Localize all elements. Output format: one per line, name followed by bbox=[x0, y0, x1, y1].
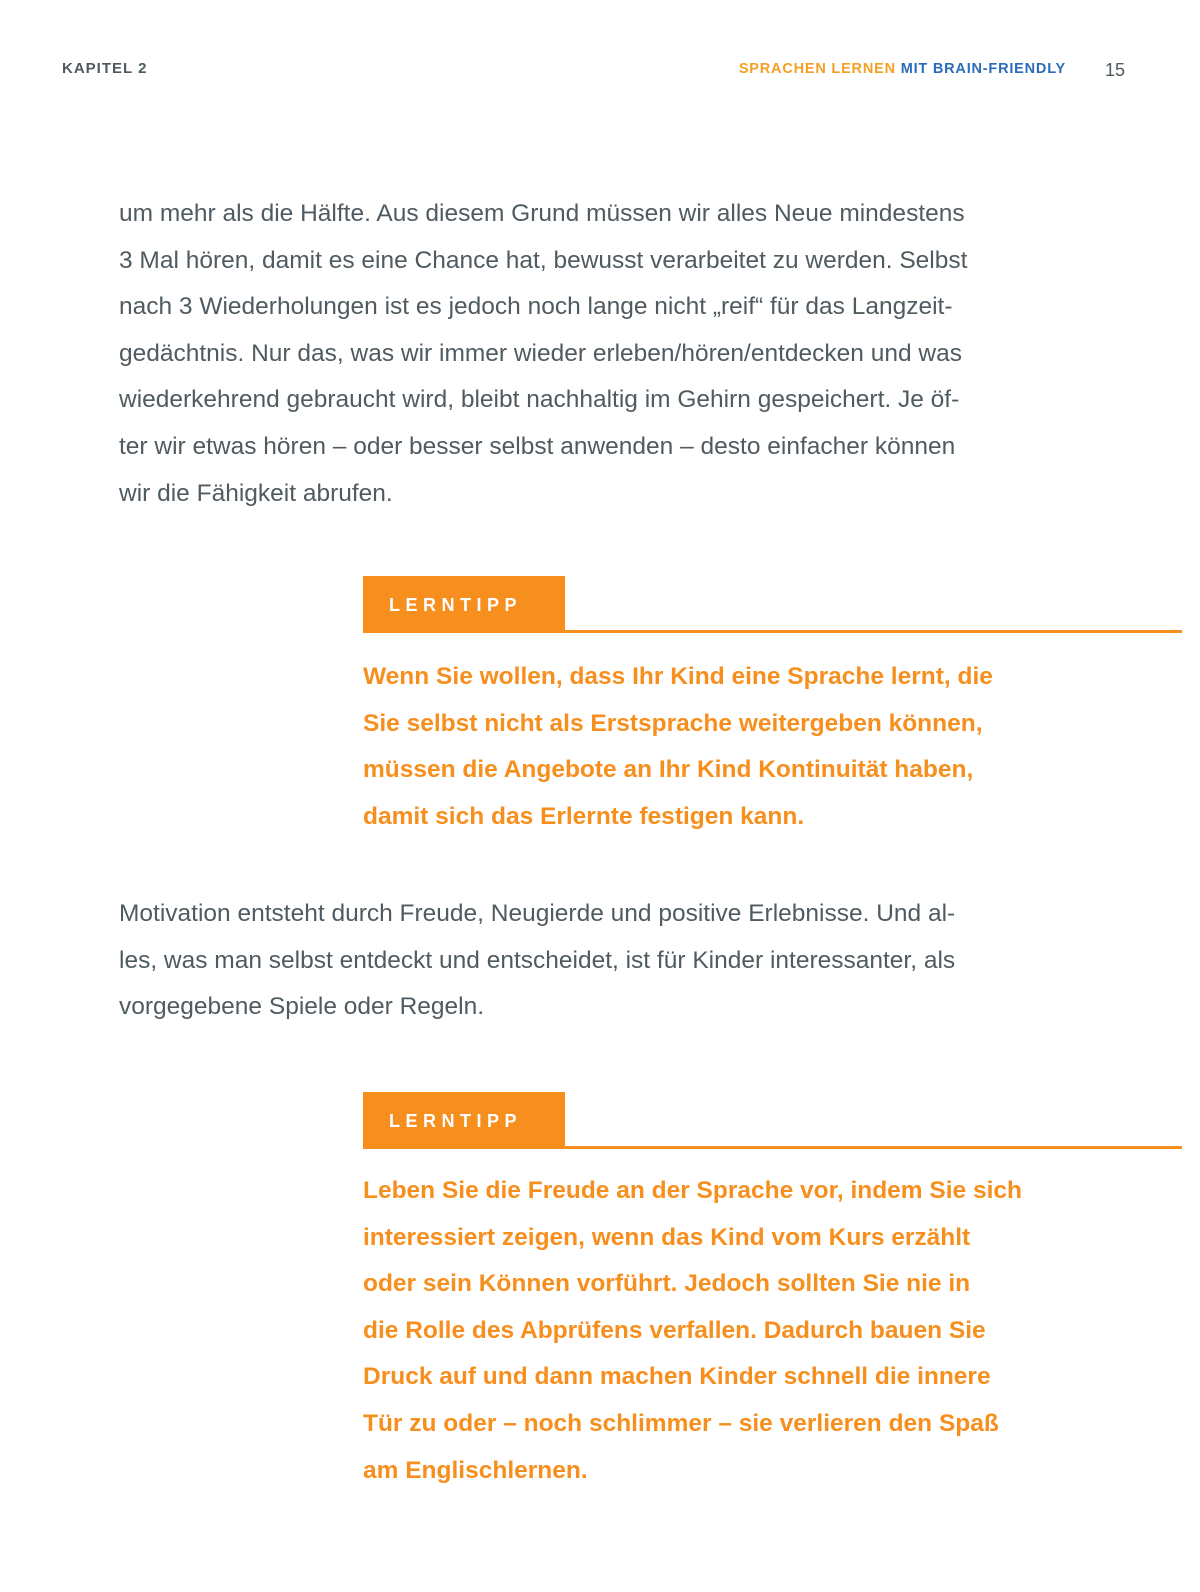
tip-line: Sie selbst nicht als Erstsprache weitergeben können, bbox=[363, 709, 983, 737]
lerntipp-box-1 bbox=[363, 576, 1182, 840]
lerntipp-box-2 bbox=[363, 1092, 1182, 1494]
chapter-label: KAPITEL 2 bbox=[62, 60, 148, 77]
tip-header-rule bbox=[363, 576, 1182, 633]
book-title bbox=[739, 61, 1066, 77]
tip-header-rule bbox=[363, 1092, 1182, 1149]
tip-line: Tür zu oder – noch schlimmer – sie verlieren den Spaß bbox=[363, 1409, 999, 1437]
tip-line: oder sein Können vorführt. Jedoch sollten Sie nie in bbox=[363, 1270, 971, 1298]
tip-line: am Englischlernen. bbox=[363, 1456, 588, 1484]
text-line: 3 Mal hören, damit es eine Chance hat, bewusst verarbeitet zu werden. Selbst bbox=[119, 246, 968, 274]
tip-line: Druck auf und dann machen Kinder schnell die innere bbox=[363, 1363, 991, 1391]
tip-line: Leben Sie die Freude an der Sprache vor, indem Sie sich bbox=[363, 1177, 1022, 1204]
text-line: les, was man selbst entdeckt und entscheidet, ist für Kinder interessanter, als bbox=[119, 946, 956, 974]
body-paragraph-2 bbox=[119, 891, 1069, 1031]
tip-line: müssen die Angebote an Ihr Kind Kontinuität haben, bbox=[363, 756, 974, 784]
text-line: Motivation entsteht durch Freude, Neugierde und positive Erlebnisse. Und al- bbox=[119, 900, 956, 927]
tip-label: LERNTIPP bbox=[363, 1092, 565, 1146]
tip-line: die Rolle des Abprüfens verfallen. Dadurch bauen Sie bbox=[363, 1316, 986, 1344]
text-line: wir die Fähigkeit abrufen. bbox=[119, 479, 393, 507]
text-line: nach 3 Wiederholungen ist es jedoch noch lange nicht „reif“ für das Langzeit- bbox=[119, 293, 953, 321]
text-line: gedächtnis. Nur das, was wir immer wieder erleben/hören/entdecken und was bbox=[119, 339, 962, 367]
book-title-blue: MIT BRAIN-FRIENDLY bbox=[900, 61, 1066, 77]
tip-line: Wenn Sie wollen, dass Ihr Kind eine Sprache lernt, die bbox=[363, 663, 993, 690]
text-line: ter wir etwas hören – oder besser selbst anwenden – desto einfacher können bbox=[119, 432, 956, 460]
page-number: 15 bbox=[1105, 60, 1126, 80]
text-line: um mehr als die Hälfte. Aus diesem Grund müssen wir alles Neue mindestens bbox=[119, 200, 965, 227]
tip-text bbox=[363, 1168, 1182, 1494]
text-line: vorgegebene Spiele oder Regeln. bbox=[119, 993, 485, 1021]
text-line: wiederkehrend gebraucht wird, bleibt nachhaltig im Gehirn gespeichert. Je öf- bbox=[119, 386, 960, 414]
tip-text bbox=[363, 654, 1182, 840]
body-paragraph-1 bbox=[119, 191, 1069, 517]
tip-line: damit sich das Erlernte festigen kann. bbox=[363, 802, 805, 830]
tip-label: LERNTIPP bbox=[363, 576, 565, 630]
book-title-orange: SPRACHEN LERNEN bbox=[738, 61, 896, 77]
tip-line: interessiert zeigen, wenn das Kind vom Kurs erzählt bbox=[363, 1223, 971, 1251]
